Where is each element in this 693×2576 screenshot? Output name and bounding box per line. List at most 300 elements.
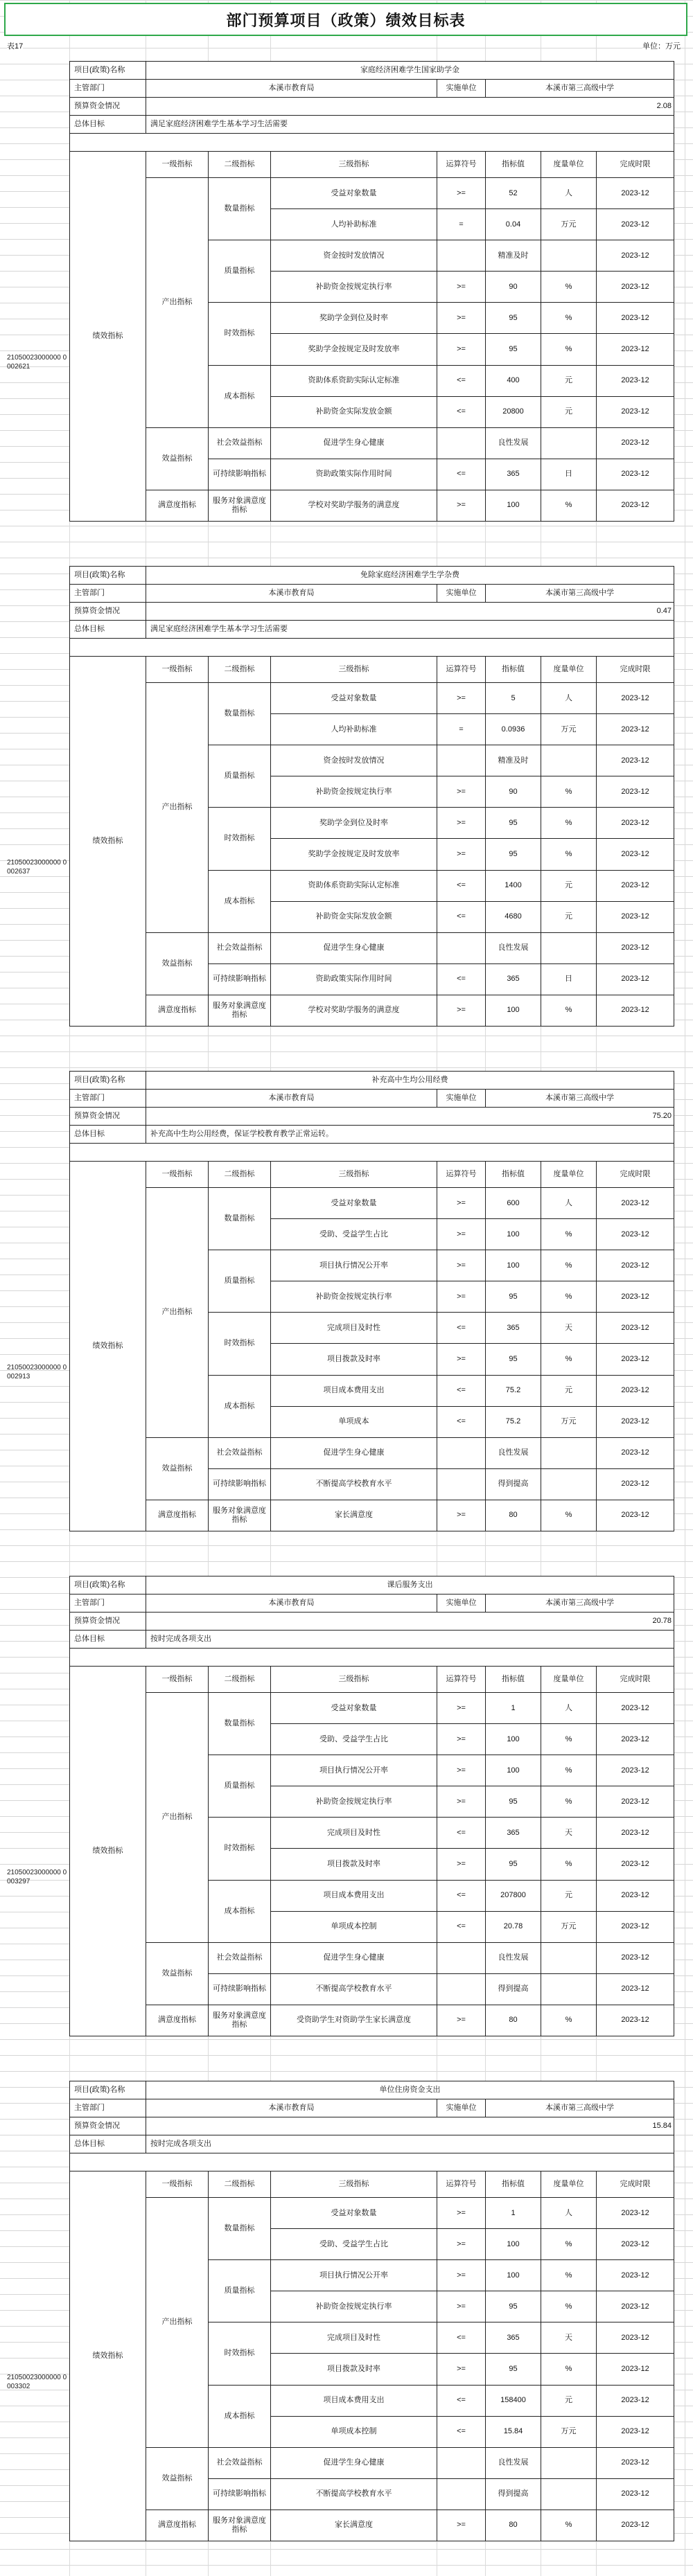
level3-cell[interactable]: 项目成本费用支出: [271, 1375, 437, 1406]
blank-row[interactable]: [70, 639, 674, 657]
header-unit[interactable]: 度量单位: [541, 1667, 597, 1693]
value-cell[interactable]: 100: [486, 995, 541, 1026]
level3-cell[interactable]: 资金按时发放情况: [271, 745, 437, 776]
level1-cell[interactable]: 产出指标: [146, 1188, 209, 1438]
level3-cell[interactable]: 奖助学金按规定及时发放率: [271, 334, 437, 365]
level1-cell[interactable]: 效益指标: [146, 1437, 209, 1500]
deadline-cell[interactable]: 2023-12: [597, 839, 674, 870]
department-value[interactable]: 本溪市教育局: [146, 1595, 437, 1613]
operator-cell[interactable]: >=: [437, 1188, 486, 1219]
value-cell[interactable]: 良性发展: [486, 427, 541, 459]
value-cell[interactable]: 80: [486, 2005, 541, 2036]
value-cell[interactable]: 100: [486, 1219, 541, 1250]
unit-cell[interactable]: 万元: [541, 209, 597, 240]
project-name-value[interactable]: 家庭经济困难学生国家助学金: [146, 62, 674, 80]
operator-cell[interactable]: >=: [437, 2354, 486, 2385]
level3-cell[interactable]: 不断提高学校教育水平: [271, 2478, 437, 2510]
deadline-cell[interactable]: 2023-12: [597, 995, 674, 1026]
level3-cell[interactable]: 资助政策实际作用时间: [271, 963, 437, 995]
value-cell[interactable]: 100: [486, 1250, 541, 1281]
operator-cell[interactable]: >=: [437, 2260, 486, 2291]
overall-goal-label[interactable]: 总体目标: [70, 1631, 146, 1649]
deadline-cell[interactable]: 2023-12: [597, 2229, 674, 2260]
department-label[interactable]: 主管部门: [70, 80, 146, 98]
funding-value[interactable]: 15.84: [146, 2117, 674, 2135]
deadline-cell[interactable]: 2023-12: [597, 901, 674, 932]
deadline-cell[interactable]: 2023-12: [597, 2291, 674, 2322]
overall-goal-value[interactable]: 满足家庭经济困难学生基本学习生活需要: [146, 116, 674, 134]
header-unit[interactable]: 度量单位: [541, 657, 597, 683]
unit-cell[interactable]: %: [541, 272, 597, 303]
level3-cell[interactable]: 不断提高学校教育水平: [271, 1973, 437, 2005]
deadline-cell[interactable]: 2023-12: [597, 714, 674, 745]
deadline-cell[interactable]: 2023-12: [597, 272, 674, 303]
value-cell[interactable]: 600: [486, 1188, 541, 1219]
project-name-value[interactable]: 课后服务支出: [146, 1576, 674, 1595]
deadline-cell[interactable]: 2023-12: [597, 2322, 674, 2354]
unit-cell[interactable]: 天: [541, 2322, 597, 2354]
level3-cell[interactable]: 人均补助标准: [271, 209, 437, 240]
unit-cell[interactable]: %: [541, 2005, 597, 2036]
unit-cell[interactable]: [541, 2478, 597, 2510]
perf-indicator-label[interactable]: 绩效指标: [70, 1162, 146, 1531]
department-label[interactable]: 主管部门: [70, 2099, 146, 2117]
value-cell[interactable]: 20.78: [486, 1911, 541, 1942]
level2-cell[interactable]: 可持续影响指标: [209, 2478, 271, 2510]
value-cell[interactable]: 0.0936: [486, 714, 541, 745]
level1-cell[interactable]: 满意度指标: [146, 490, 209, 521]
level2-cell[interactable]: 服务对象满意度指标: [209, 490, 271, 521]
funding-label[interactable]: 预算资金情况: [70, 2117, 146, 2135]
operator-cell[interactable]: >=: [437, 490, 486, 521]
funding-value[interactable]: 2.08: [146, 98, 674, 116]
overall-goal-label[interactable]: 总体目标: [70, 116, 146, 134]
project-name-label[interactable]: 项目(政策)名称: [70, 62, 146, 80]
unit-cell[interactable]: [541, 745, 597, 776]
operator-cell[interactable]: >=: [437, 1724, 486, 1755]
deadline-cell[interactable]: 2023-12: [597, 1818, 674, 1849]
overall-goal-label[interactable]: 总体目标: [70, 1126, 146, 1144]
operator-cell[interactable]: <=: [437, 1911, 486, 1942]
unit-cell[interactable]: 元: [541, 2385, 597, 2416]
operator-cell[interactable]: >=: [437, 1250, 486, 1281]
unit-cell[interactable]: %: [541, 334, 597, 365]
deadline-cell[interactable]: 2023-12: [597, 932, 674, 963]
unit-cell[interactable]: 万元: [541, 714, 597, 745]
value-cell[interactable]: 75.2: [486, 1375, 541, 1406]
level3-cell[interactable]: 资助体系资助实际认定标准: [271, 365, 437, 396]
overall-goal-value[interactable]: 按时完成各项支出: [146, 1631, 674, 1649]
impl-unit-label[interactable]: 实施单位: [437, 2099, 486, 2117]
unit-cell[interactable]: %: [541, 776, 597, 808]
unit-cell[interactable]: %: [541, 2354, 597, 2385]
level3-cell[interactable]: 不断提高学校教育水平: [271, 1468, 437, 1500]
value-cell[interactable]: 365: [486, 459, 541, 490]
overall-goal-value[interactable]: 满足家庭经济困难学生基本学习生活需要: [146, 621, 674, 639]
header-level3[interactable]: 三级指标: [271, 2171, 437, 2198]
level1-cell[interactable]: 产出指标: [146, 178, 209, 428]
operator-cell[interactable]: >=: [437, 1219, 486, 1250]
unit-cell[interactable]: [541, 1437, 597, 1468]
header-deadline[interactable]: 完成时限: [597, 1667, 674, 1693]
operator-cell[interactable]: <=: [437, 1406, 486, 1437]
unit-cell[interactable]: %: [541, 2510, 597, 2541]
operator-cell[interactable]: >=: [437, 1786, 486, 1818]
deadline-cell[interactable]: 2023-12: [597, 1693, 674, 1724]
operator-cell[interactable]: <=: [437, 1313, 486, 1344]
level1-cell[interactable]: 产出指标: [146, 2198, 209, 2448]
operator-cell[interactable]: >=: [437, 776, 486, 808]
deadline-cell[interactable]: 2023-12: [597, 2260, 674, 2291]
deadline-cell[interactable]: 2023-12: [597, 963, 674, 995]
header-unit[interactable]: 度量单位: [541, 152, 597, 178]
deadline-cell[interactable]: 2023-12: [597, 2478, 674, 2510]
level3-cell[interactable]: 受资助学生对资助学生家长满意度: [271, 2005, 437, 2036]
impl-unit-value[interactable]: 本溪市第三高级中学: [486, 2099, 674, 2117]
value-cell[interactable]: 良性发展: [486, 2447, 541, 2478]
value-cell[interactable]: 良性发展: [486, 1942, 541, 1973]
deadline-cell[interactable]: 2023-12: [597, 1942, 674, 1973]
header-level1[interactable]: 一级指标: [146, 152, 209, 178]
header-operator[interactable]: 运算符号: [437, 657, 486, 683]
department-value[interactable]: 本溪市教育局: [146, 1090, 437, 1108]
level2-cell[interactable]: 数量指标: [209, 683, 271, 745]
deadline-cell[interactable]: 2023-12: [597, 1250, 674, 1281]
project-name-label[interactable]: 项目(政策)名称: [70, 1576, 146, 1595]
value-cell[interactable]: 得到提高: [486, 2478, 541, 2510]
level3-cell[interactable]: 补助资金按规定执行率: [271, 1281, 437, 1313]
level3-cell[interactable]: 学校对奖助学服务的满意度: [271, 995, 437, 1026]
operator-cell[interactable]: >=: [437, 1344, 486, 1375]
value-cell[interactable]: 15.84: [486, 2416, 541, 2447]
operator-cell[interactable]: >=: [437, 2005, 486, 2036]
level3-cell[interactable]: 受助、受益学生占比: [271, 2229, 437, 2260]
level3-cell[interactable]: 项目执行情况公开率: [271, 1755, 437, 1786]
level3-cell[interactable]: 奖助学金到位及时率: [271, 808, 437, 839]
level3-cell[interactable]: 项目执行情况公开率: [271, 1250, 437, 1281]
operator-cell[interactable]: <=: [437, 2385, 486, 2416]
value-cell[interactable]: 5: [486, 683, 541, 714]
header-level2[interactable]: 二级指标: [209, 657, 271, 683]
unit-cell[interactable]: %: [541, 1755, 597, 1786]
operator-cell[interactable]: [437, 2447, 486, 2478]
operator-cell[interactable]: <=: [437, 2322, 486, 2354]
deadline-cell[interactable]: 2023-12: [597, 1375, 674, 1406]
deadline-cell[interactable]: 2023-12: [597, 1786, 674, 1818]
operator-cell[interactable]: >=: [437, 995, 486, 1026]
level2-cell[interactable]: 成本指标: [209, 1375, 271, 1437]
level3-cell[interactable]: 单项成本控制: [271, 2416, 437, 2447]
impl-unit-value[interactable]: 本溪市第三高级中学: [486, 585, 674, 603]
value-cell[interactable]: 365: [486, 1818, 541, 1849]
deadline-cell[interactable]: 2023-12: [597, 1437, 674, 1468]
operator-cell[interactable]: >=: [437, 839, 486, 870]
header-value[interactable]: 指标值: [486, 657, 541, 683]
unit-cell[interactable]: [541, 2447, 597, 2478]
value-cell[interactable]: 100: [486, 1724, 541, 1755]
perf-indicator-label[interactable]: 绩效指标: [70, 657, 146, 1027]
unit-cell[interactable]: 日: [541, 459, 597, 490]
impl-unit-value[interactable]: 本溪市第三高级中学: [486, 80, 674, 98]
level3-cell[interactable]: 补助资金按规定执行率: [271, 776, 437, 808]
unit-cell[interactable]: %: [541, 1281, 597, 1313]
value-cell[interactable]: 0.04: [486, 209, 541, 240]
level1-cell[interactable]: 满意度指标: [146, 2005, 209, 2036]
operator-cell[interactable]: >=: [437, 2198, 486, 2229]
operator-cell[interactable]: [437, 932, 486, 963]
impl-unit-label[interactable]: 实施单位: [437, 585, 486, 603]
header-unit[interactable]: 度量单位: [541, 1162, 597, 1188]
header-level1[interactable]: 一级指标: [146, 1667, 209, 1693]
operator-cell[interactable]: <=: [437, 1880, 486, 1911]
department-label[interactable]: 主管部门: [70, 1595, 146, 1613]
level2-cell[interactable]: 质量指标: [209, 745, 271, 808]
deadline-cell[interactable]: 2023-12: [597, 303, 674, 334]
header-deadline[interactable]: 完成时限: [597, 1162, 674, 1188]
header-level2[interactable]: 二级指标: [209, 2171, 271, 2198]
operator-cell[interactable]: >=: [437, 1849, 486, 1880]
deadline-cell[interactable]: 2023-12: [597, 490, 674, 521]
deadline-cell[interactable]: 2023-12: [597, 240, 674, 272]
operator-cell[interactable]: [437, 2478, 486, 2510]
level1-cell[interactable]: 满意度指标: [146, 995, 209, 1026]
level3-cell[interactable]: 补助资金实际发放金额: [271, 901, 437, 932]
level3-cell[interactable]: 受助、受益学生占比: [271, 1219, 437, 1250]
header-operator[interactable]: 运算符号: [437, 1162, 486, 1188]
operator-cell[interactable]: >=: [437, 1693, 486, 1724]
deadline-cell[interactable]: 2023-12: [597, 209, 674, 240]
unit-cell[interactable]: 元: [541, 870, 597, 901]
level3-cell[interactable]: 家长满意度: [271, 1500, 437, 1531]
header-deadline[interactable]: 完成时限: [597, 152, 674, 178]
header-level3[interactable]: 三级指标: [271, 152, 437, 178]
operator-cell[interactable]: <=: [437, 870, 486, 901]
unit-cell[interactable]: 元: [541, 396, 597, 427]
unit-cell[interactable]: %: [541, 490, 597, 521]
header-value[interactable]: 指标值: [486, 1162, 541, 1188]
level2-cell[interactable]: 可持续影响指标: [209, 1973, 271, 2005]
deadline-cell[interactable]: 2023-12: [597, 808, 674, 839]
value-cell[interactable]: 100: [486, 490, 541, 521]
unit-cell[interactable]: %: [541, 303, 597, 334]
level2-cell[interactable]: 可持续影响指标: [209, 1468, 271, 1500]
deadline-cell[interactable]: 2023-12: [597, 776, 674, 808]
header-level1[interactable]: 一级指标: [146, 1162, 209, 1188]
deadline-cell[interactable]: 2023-12: [597, 427, 674, 459]
operator-cell[interactable]: >=: [437, 334, 486, 365]
level2-cell[interactable]: 成本指标: [209, 1880, 271, 1942]
level1-cell[interactable]: 产出指标: [146, 1693, 209, 1943]
funding-value[interactable]: 20.78: [146, 1613, 674, 1631]
unit-cell[interactable]: 元: [541, 1375, 597, 1406]
perf-indicator-label[interactable]: 绩效指标: [70, 152, 146, 522]
unit-cell[interactable]: %: [541, 1344, 597, 1375]
deadline-cell[interactable]: 2023-12: [597, 178, 674, 209]
value-cell[interactable]: 52: [486, 178, 541, 209]
value-cell[interactable]: 精准及时: [486, 745, 541, 776]
deadline-cell[interactable]: 2023-12: [597, 1406, 674, 1437]
deadline-cell[interactable]: 2023-12: [597, 459, 674, 490]
unit-cell[interactable]: 元: [541, 365, 597, 396]
unit-cell[interactable]: %: [541, 1849, 597, 1880]
header-operator[interactable]: 运算符号: [437, 2171, 486, 2198]
header-value[interactable]: 指标值: [486, 152, 541, 178]
header-deadline[interactable]: 完成时限: [597, 657, 674, 683]
level1-cell[interactable]: 产出指标: [146, 683, 209, 933]
level3-cell[interactable]: 促进学生身心健康: [271, 2447, 437, 2478]
deadline-cell[interactable]: 2023-12: [597, 870, 674, 901]
value-cell[interactable]: 1: [486, 2198, 541, 2229]
value-cell[interactable]: 100: [486, 1755, 541, 1786]
value-cell[interactable]: 95: [486, 2354, 541, 2385]
operator-cell[interactable]: >=: [437, 303, 486, 334]
operator-cell[interactable]: <=: [437, 396, 486, 427]
level3-cell[interactable]: 受益对象数量: [271, 178, 437, 209]
operator-cell[interactable]: >=: [437, 272, 486, 303]
level1-cell[interactable]: 效益指标: [146, 1942, 209, 2005]
level3-cell[interactable]: 促进学生身心健康: [271, 1942, 437, 1973]
operator-cell[interactable]: <=: [437, 963, 486, 995]
operator-cell[interactable]: [437, 1973, 486, 2005]
header-deadline[interactable]: 完成时限: [597, 2171, 674, 2198]
deadline-cell[interactable]: 2023-12: [597, 2198, 674, 2229]
value-cell[interactable]: 75.2: [486, 1406, 541, 1437]
level3-cell[interactable]: 学校对奖助学服务的满意度: [271, 490, 437, 521]
unit-cell[interactable]: 万元: [541, 1406, 597, 1437]
value-cell[interactable]: 158400: [486, 2385, 541, 2416]
impl-unit-label[interactable]: 实施单位: [437, 80, 486, 98]
level3-cell[interactable]: 促进学生身心健康: [271, 427, 437, 459]
level2-cell[interactable]: 服务对象满意度指标: [209, 2005, 271, 2036]
level3-cell[interactable]: 奖助学金按规定及时发放率: [271, 839, 437, 870]
funding-label[interactable]: 预算资金情况: [70, 1108, 146, 1126]
deadline-cell[interactable]: 2023-12: [597, 2354, 674, 2385]
unit-cell[interactable]: 人: [541, 683, 597, 714]
value-cell[interactable]: 90: [486, 272, 541, 303]
level1-cell[interactable]: 满意度指标: [146, 1500, 209, 1531]
level3-cell[interactable]: 受益对象数量: [271, 1188, 437, 1219]
value-cell[interactable]: 95: [486, 808, 541, 839]
level3-cell[interactable]: 受益对象数量: [271, 2198, 437, 2229]
level2-cell[interactable]: 社会效益指标: [209, 1437, 271, 1468]
deadline-cell[interactable]: 2023-12: [597, 1755, 674, 1786]
operator-cell[interactable]: >=: [437, 2510, 486, 2541]
level2-cell[interactable]: 成本指标: [209, 2385, 271, 2447]
level3-cell[interactable]: 资助政策实际作用时间: [271, 459, 437, 490]
deadline-cell[interactable]: 2023-12: [597, 1344, 674, 1375]
unit-cell[interactable]: %: [541, 2291, 597, 2322]
header-level1[interactable]: 一级指标: [146, 2171, 209, 2198]
header-value[interactable]: 指标值: [486, 2171, 541, 2198]
level2-cell[interactable]: 社会效益指标: [209, 427, 271, 459]
value-cell[interactable]: 95: [486, 1786, 541, 1818]
operator-cell[interactable]: >=: [437, 808, 486, 839]
deadline-cell[interactable]: 2023-12: [597, 1188, 674, 1219]
operator-cell[interactable]: >=: [437, 1500, 486, 1531]
operator-cell[interactable]: [437, 1942, 486, 1973]
value-cell[interactable]: 95: [486, 334, 541, 365]
operator-cell[interactable]: <=: [437, 1375, 486, 1406]
level2-cell[interactable]: 服务对象满意度指标: [209, 995, 271, 1026]
level2-cell[interactable]: 数量指标: [209, 2198, 271, 2260]
project-name-value[interactable]: 免除家庭经济困难学生学杂费: [146, 567, 674, 585]
operator-cell[interactable]: >=: [437, 2229, 486, 2260]
unit-cell[interactable]: %: [541, 995, 597, 1026]
level3-cell[interactable]: 项目拨款及时率: [271, 1344, 437, 1375]
unit-cell[interactable]: %: [541, 839, 597, 870]
funding-value[interactable]: 75.20: [146, 1108, 674, 1126]
deadline-cell[interactable]: 2023-12: [597, 2385, 674, 2416]
impl-unit-label[interactable]: 实施单位: [437, 1090, 486, 1108]
unit-cell[interactable]: 日: [541, 963, 597, 995]
operator-cell[interactable]: >=: [437, 683, 486, 714]
deadline-cell[interactable]: 2023-12: [597, 365, 674, 396]
level2-cell[interactable]: 质量指标: [209, 1250, 271, 1313]
operator-cell[interactable]: <=: [437, 459, 486, 490]
blank-row[interactable]: [70, 2153, 674, 2171]
department-value[interactable]: 本溪市教育局: [146, 80, 437, 98]
department-value[interactable]: 本溪市教育局: [146, 585, 437, 603]
level2-cell[interactable]: 社会效益指标: [209, 932, 271, 963]
operator-cell[interactable]: <=: [437, 1818, 486, 1849]
department-label[interactable]: 主管部门: [70, 1090, 146, 1108]
value-cell[interactable]: 良性发展: [486, 1437, 541, 1468]
level3-cell[interactable]: 项目成本费用支出: [271, 1880, 437, 1911]
unit-cell[interactable]: 元: [541, 1880, 597, 1911]
unit-cell[interactable]: %: [541, 808, 597, 839]
level2-cell[interactable]: 社会效益指标: [209, 1942, 271, 1973]
level3-cell[interactable]: 受益对象数量: [271, 683, 437, 714]
deadline-cell[interactable]: 2023-12: [597, 1219, 674, 1250]
project-name-label[interactable]: 项目(政策)名称: [70, 1072, 146, 1090]
value-cell[interactable]: 365: [486, 2322, 541, 2354]
value-cell[interactable]: 365: [486, 1313, 541, 1344]
level2-cell[interactable]: 可持续影响指标: [209, 459, 271, 490]
header-level3[interactable]: 三级指标: [271, 657, 437, 683]
value-cell[interactable]: 95: [486, 2291, 541, 2322]
header-operator[interactable]: 运算符号: [437, 152, 486, 178]
unit-cell[interactable]: 人: [541, 2198, 597, 2229]
unit-cell[interactable]: [541, 1942, 597, 1973]
department-label[interactable]: 主管部门: [70, 585, 146, 603]
level3-cell[interactable]: 家长满意度: [271, 2510, 437, 2541]
operator-cell[interactable]: [437, 1437, 486, 1468]
level3-cell[interactable]: 补助资金按规定执行率: [271, 1786, 437, 1818]
project-name-value[interactable]: 单位住房资金支出: [146, 2081, 674, 2099]
level2-cell[interactable]: 质量指标: [209, 240, 271, 303]
operator-cell[interactable]: [437, 745, 486, 776]
deadline-cell[interactable]: 2023-12: [597, 1849, 674, 1880]
operator-cell[interactable]: >=: [437, 1755, 486, 1786]
level3-cell[interactable]: 人均补助标准: [271, 714, 437, 745]
unit-cell[interactable]: 天: [541, 1313, 597, 1344]
unit-cell[interactable]: 人: [541, 1188, 597, 1219]
level3-cell[interactable]: 奖助学金到位及时率: [271, 303, 437, 334]
funding-label[interactable]: 预算资金情况: [70, 603, 146, 621]
header-level3[interactable]: 三级指标: [271, 1162, 437, 1188]
unit-cell[interactable]: 人: [541, 178, 597, 209]
unit-cell[interactable]: %: [541, 2260, 597, 2291]
level2-cell[interactable]: 时效指标: [209, 2322, 271, 2385]
perf-indicator-label[interactable]: 绩效指标: [70, 2171, 146, 2541]
perf-indicator-label[interactable]: 绩效指标: [70, 1667, 146, 2036]
value-cell[interactable]: 100: [486, 2229, 541, 2260]
level2-cell[interactable]: 服务对象满意度指标: [209, 1500, 271, 1531]
project-name-label[interactable]: 项目(政策)名称: [70, 567, 146, 585]
operator-cell[interactable]: [437, 240, 486, 272]
title-cell[interactable]: [4, 3, 687, 36]
deadline-cell[interactable]: 2023-12: [597, 745, 674, 776]
